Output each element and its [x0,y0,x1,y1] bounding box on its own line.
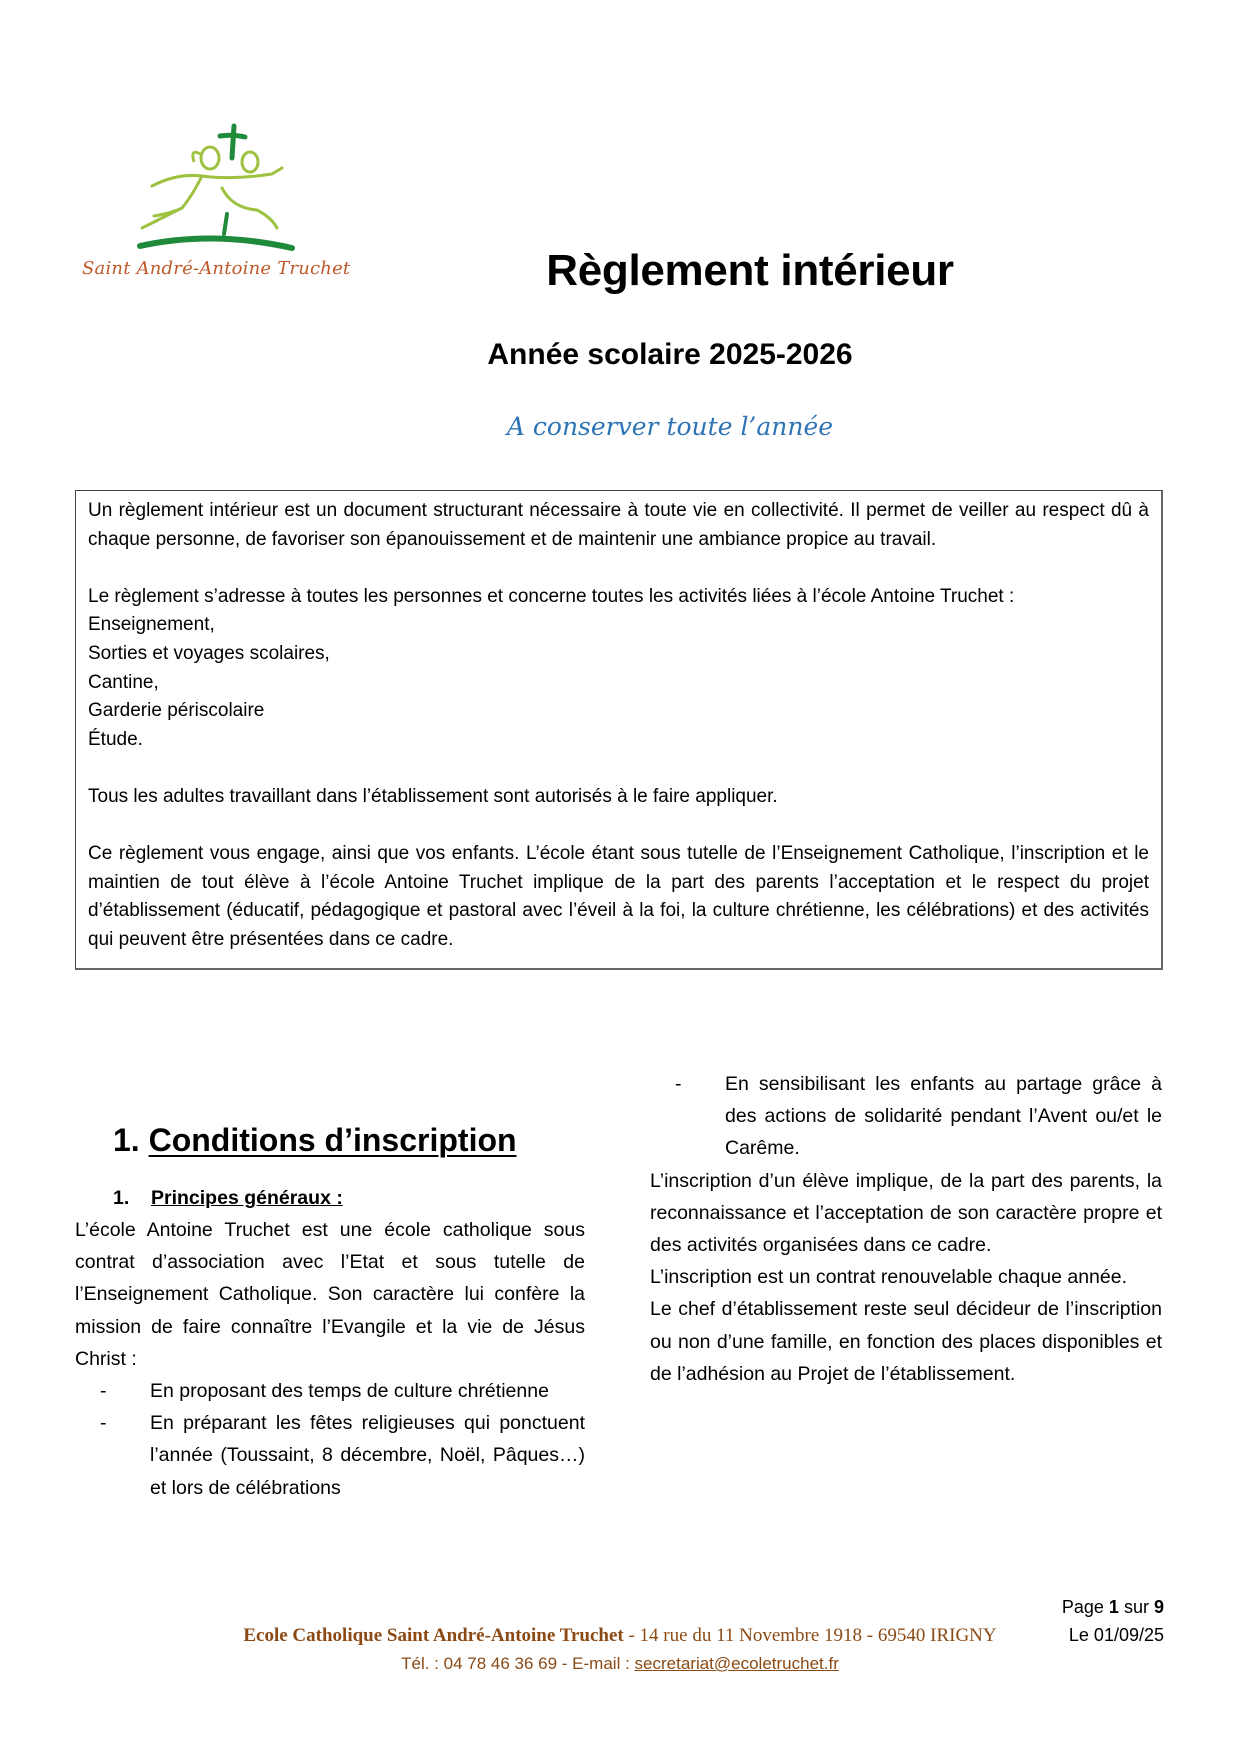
section-title: Conditions d’inscription [148,1122,517,1158]
bullet-dash: - [100,1380,107,1403]
right-column [650,1068,1162,1390]
intro-paragraph-2: Le règlement s’adresse à toutes les personnes et concerne toutes les activités liées à l’école Antoine Truchet : [88,585,1015,607]
activity-item: Cantine, [88,671,159,693]
logo-caption: Saint André-Antoine Truchet [82,258,351,279]
intro-box [75,490,1163,970]
principles-paragraph-4: Le chef d’établissement reste seul décideur de l’inscription ou non d’une famille, en fonction des places disponibles et de l’adhésion au Projet de l’établissement. [650,1298,1162,1385]
intro-paragraph-1: Un règlement intérieur est un document structurant nécessaire à toute vie en collectivité. Il permet de veiller au respect dû à chaque personne, de favoriser son épanouissement et de maintenir une ambiance propice au travail. [88,500,1149,550]
subsection-heading [113,1182,585,1214]
page-title: Règlement intérieur [546,246,954,295]
current-page: 1 [1108,1597,1119,1617]
school-address: - 14 rue du 11 Novembre 1918 - 69540 IRIGNY [623,1625,997,1646]
intro-paragraph-3: Tous les adultes travaillant dans l’établissement sont autorisés à le faire appliquer. [88,785,778,807]
keep-all-year-note: A conserver toute l’année [506,412,834,441]
total-pages: 9 [1153,1597,1164,1617]
running-children-cross-icon [82,118,352,258]
list-item: - En proposant des temps de culture chrétienne [75,1375,585,1407]
left-column [75,1120,585,1504]
activity-item: Enseignement, [88,614,215,636]
intro-paragraph-4: Ce règlement vous engage, ainsi que vos enfants. L’école étant sous tutelle de l’Enseignement Catholique, l’inscription et le maintien de tout élève à l’école Antoine Truchet implique de la part des parents l’acceptation et le respect du projet d’établissement (éducatif, pédagogique et pastoral avec l’éveil à la foi, la culture chrétienne, les célébrations) et des activités qui peuvent être présentées dans ce cadre. [88,843,1149,950]
principles-paragraph-3: L’inscription est un contrat renouvelable chaque année. [650,1266,1127,1289]
activity-item: Sorties et voyages scolaires, [88,642,330,664]
footer-contact-line [150,1654,1090,1674]
section-number: 1. [113,1122,140,1158]
list-item: - En sensibilisant les enfants au partage grâce à des actions de solidarité pendant l’Avent ou/et le Carême. [650,1068,1162,1165]
phone-text: Tél. : 04 78 46 36 69 - E-mail : [401,1654,635,1673]
page-number: Page 1 sur 9 [1061,1597,1164,1617]
footer-address-line [150,1625,1090,1647]
principles-paragraph-1: L’école Antoine Truchet est une école catholique sous contrat d’association avec l’Etat et sous tutelle de l’Enseignement Catholique. Son caractère lui confère la mission de faire connaître l’Evangile et la vie de Jésus Christ : [75,1219,585,1370]
activity-item: Garderie périscolaire [88,700,265,722]
bullet-dash: - [100,1412,107,1435]
school-year-subtitle: Année scolaire 2025-2026 [487,338,853,371]
activity-item: Étude. [88,728,143,750]
principles-paragraph-2: L’inscription d’un élève implique, de la part des parents, la reconnaissance et l’acceptation de son caractère propre et des activités organisées dans ce cadre. [650,1169,1162,1257]
document-date: Le 01/09/25 [1068,1625,1164,1645]
school-name: Ecole Catholique Saint André-Antoine Truchet [243,1625,624,1646]
list-item: - En préparant les fêtes religieuses qui ponctuent l’année (Toussaint, 8 décembre, Noël, Pâques…) et lors de célébrations [75,1407,585,1504]
subsection-title: Principes généraux : [151,1187,343,1209]
email-link[interactable]: secretariat@ecoletruchet.fr [634,1654,839,1673]
subsection-number: 1. [113,1187,130,1209]
bullet-dash: - [675,1073,682,1095]
section-heading [113,1120,585,1160]
